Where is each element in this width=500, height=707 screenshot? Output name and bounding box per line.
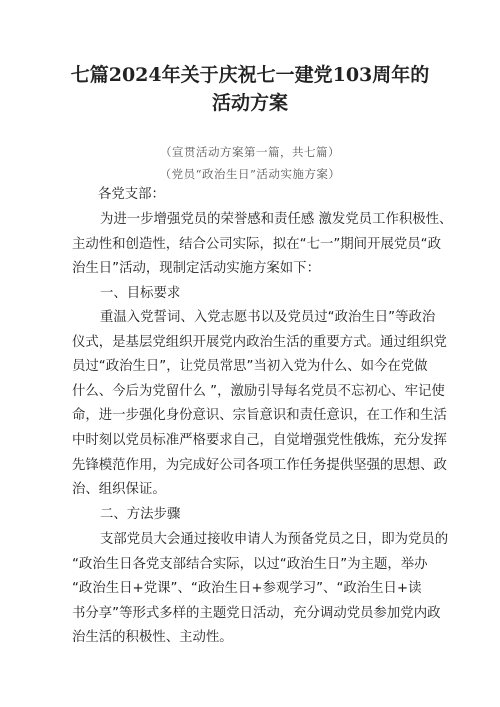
intro-line: 主动性和创造性，结合公司实际，拟在“七一”期间开展党员“政 bbox=[72, 236, 441, 252]
section-1-heading bbox=[100, 282, 464, 307]
paragraph-line: 中时刻以党员标准严格要求自己，自觉增强党性俄炼，充分发挥 bbox=[72, 432, 447, 448]
intro-line: 为进一步增强党员的荣誉感和责任感 激发党员工作积极性、 bbox=[100, 212, 453, 227]
intro-paragraph bbox=[72, 208, 453, 282]
paragraph-line: “政治生日+党课”、“政治生日+参观学习”、“政治生日+读 bbox=[72, 581, 422, 597]
paragraph-line: 先锋模范作用，为完成好公司各项工作任务提供坚强的思想、政 bbox=[72, 457, 447, 473]
paragraph-line: 治、组织保证。 bbox=[72, 482, 166, 498]
paragraph-line: 支部党员大会通过接收申请人为预备党员之日，即为党员的 bbox=[100, 532, 449, 547]
paragraph-line: 治生活的积极性、主动性。 bbox=[72, 630, 233, 646]
intro-line: 治生日”活动，现制定活动实施方案如下： bbox=[72, 261, 320, 277]
section-2-paragraph bbox=[72, 528, 449, 651]
paragraph-line: “政治生日各党支部结合实际，以过“政治生日”为主题，举办 bbox=[72, 556, 428, 572]
document-title-line-1: 七篇2024年关于庆祝七一建党103周年的 bbox=[70, 64, 430, 86]
plan-subtitle: （党员“政治生日”活动实施方案） bbox=[159, 167, 341, 181]
section-heading: 二、方法步骤 bbox=[100, 507, 181, 522]
paragraph-line: 员过“政治生日”，让党员常思”当初入党为什么、如今在党做 bbox=[72, 359, 428, 375]
greeting bbox=[98, 183, 462, 208]
paragraph-line: 命，进一步强化身份意识、宗旨意识和责任意识，在工作和生活 bbox=[72, 408, 447, 424]
section-1-paragraph bbox=[72, 306, 447, 503]
paragraph-line: 重温入党誓词、入党志愿书以及党员过“政治生日”等政治 bbox=[100, 310, 436, 325]
document-title-line-2: 活动方案 bbox=[211, 92, 288, 114]
paragraph-line: 仪式，是基层党组织开展党内政治生活的重要方式。通过组织党 bbox=[72, 334, 447, 350]
section-2-heading bbox=[100, 503, 464, 528]
paragraph-line: 什么、今后为党留什么 ”，激励引导每名党员不忘初心、牢记使 bbox=[72, 383, 445, 399]
paragraph-line: 书分享”等形式多样的主题党日活动，充分调动党员参加党内政 bbox=[72, 605, 441, 621]
greeting-line: 各党支部： bbox=[98, 187, 165, 202]
series-note: （宣贯活动方案第一篇，共七篇） bbox=[160, 145, 340, 159]
section-heading: 一、目标要求 bbox=[100, 286, 181, 301]
